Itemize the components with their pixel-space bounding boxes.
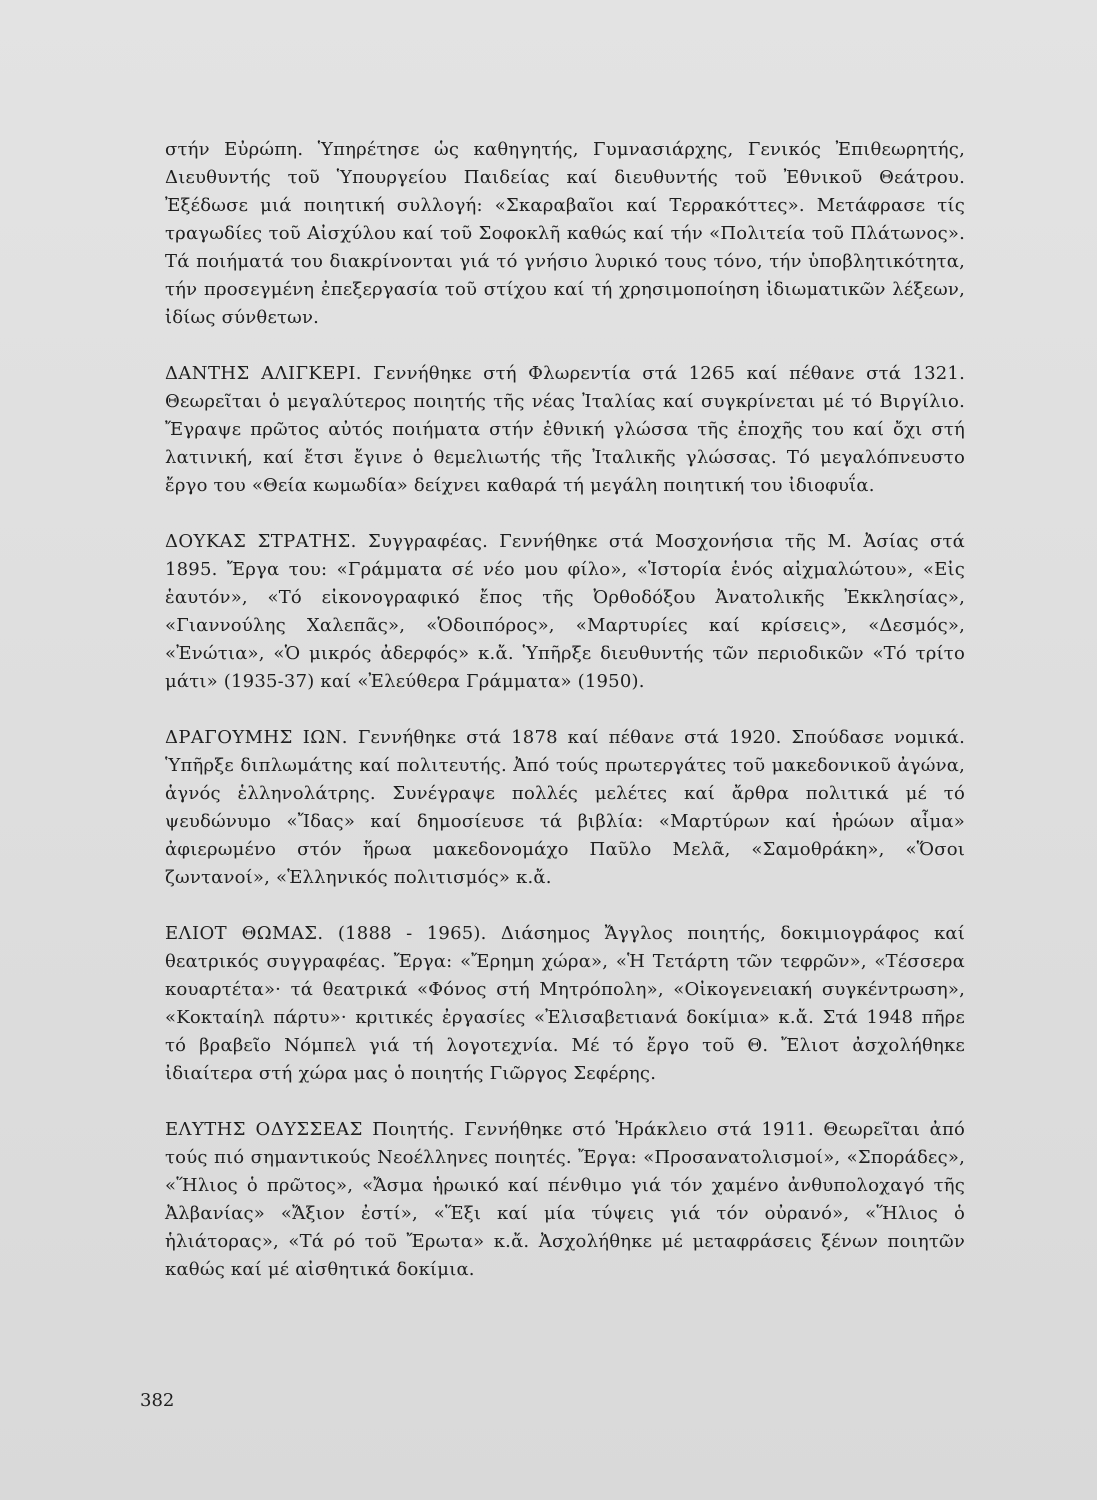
entry-name: ΔΡΑΓΟΥΜΗΣ ΙΩΝ. <box>165 727 348 748</box>
entry-paragraph <box>165 528 965 696</box>
page-body <box>165 118 965 1312</box>
entry-paragraph <box>165 360 965 500</box>
entry-paragraph <box>165 1116 965 1284</box>
entry-text: (1888 - 1965). Διάσημος Ἄγγλος ποιητής, δοκιμιογράφος καί θεατρικός συγγραφέας. Ἔργα: «Ἔρημη χώρα», «Ἡ Τετάρτη τῶν τεφρῶν», «Τέσσερα κουαρτέτα»· τά θεατρικά «Φόνος στή Μητρόπολη», «Οἰκογενειακή συγκέντρωση», «Κοκταίηλ πάρτυ»· κριτικές ἐργασίες «Ἐλισαβετιανά δοκίμια» κ.ἄ. Στά 1948 πῆρε τό βραβεῖο Νόμπελ γιά τή λογοτεχνία. Μέ τό ἔργο τοῦ Θ. Ἔλιοτ ἀσχολήθηκε ἰδιαίτερα στή χώρα μας ὁ ποιητής Γιῶργος Σεφέρης. <box>165 923 966 1084</box>
entry-elytis <box>165 1116 965 1284</box>
entry-text: Γεννήθηκε στά 1878 καί πέθανε στά 1920. Σπούδασε νομικά. Ὑπῆρξε διπλωμάτης καί πολιτευτής. Ἀπό τούς πρωτεργάτες τοῦ μακεδονικοῦ ἀγώνα, ἁγνός ἑλληνολάτρης. Συνέγραψε πολλές μελέτες καί ἄρθρα πολιτικά μέ τό ψευδώνυμο «Ἴδας» καί δημοσίευσε τά βιβλία: «Μαρτύρων καί ἡρώων αἷμα» ἀφιερωμένο στόν ἥρωα μακεδονομάχο Παῦλο Μελᾶ, «Σαμοθράκη», «Ὅσοι ζωντανοί», «Ἑλληνικός πολιτισμός» κ.ἄ. <box>165 727 966 888</box>
entry-name: ΕΛΥΤΗΣ ΟΔΥΣΣΕΑΣ <box>165 1119 363 1140</box>
entry-eliot <box>165 920 965 1088</box>
entry-doukas <box>165 528 965 696</box>
entry-name: ΔΑΝΤΗΣ ΑΛΙΓΚΕΡΙ. <box>165 363 362 384</box>
intro-paragraph: στήν Εὐρώπη. Ὑπηρέτησε ὡς καθηγητής, Γυμνασιάρχης, Γενικός Ἐπιθεωρητής, Διευθυντής τοῦ Ὑπουργείου Παιδείας καί διευθυντής τοῦ Ἐθνικοῦ Θεάτρου. Ἐξέδωσε μιά ποιητική συλλογή: «Σκαραβαῖοι καί Τερρακόττες». Μετάφρασε τίς τραγωδίες τοῦ Αἰσχύλου καί τοῦ Σοφοκλῆ καθώς καί τήν «Πολιτεία τοῦ Πλάτωνος». Τά ποιήματά του διακρίνονται γιά τό γνήσιο λυρικό τους τόνο, τήν ὑποβλητικότητα, τήν προσεγμένη ἐπεξεργασία τοῦ στίχου καί τή χρησιμοποίηση ἰδιωματικῶν λέξεων, ἰδίως σύνθετων. <box>165 139 965 328</box>
entry-paragraph <box>165 724 965 892</box>
entry-dragoumis <box>165 724 965 892</box>
entry-text: Συγγραφέας. Γεννήθηκε στά Μοσχονήσια τῆς Μ. Ἀσίας στά 1895. Ἔργα του: «Γράμματα σέ νέο μου φίλο», «Ἱστορία ἑνός αἰχμαλώτου», «Εἰς ἑαυτόν», «Τό εἰκονογραφικό ἔπος τῆς Ὀρθοδόξου Ἀνατολικῆς Ἐκκλησίας», «Γιαννούλης Χαλεπᾶς», «Ὁδοιπόρος», «Μαρτυρίες καί κρίσεις», «Δεσμός», «Ἐνώτια», «Ὁ μικρός ἀδερφός» κ.ἄ. Ὑπῆρξε διευθυντής τῶν περιοδικῶν «Τό τρίτο μάτι» (1935-37) καί «Ἐλεύθερα Γράμματα» (1950). <box>165 531 965 692</box>
entry-paragraph <box>165 920 965 1088</box>
entry-text: Ποιητής. Γεννήθηκε στό Ἡράκλειο στά 1911. Θεωρεῖται ἀπό τούς πιό σημαντικούς Νεοέλληνες ποιητές. Ἔργα: «Προσανατολισμοί», «Σποράδες», «Ἥλιος ὁ πρῶτος», «Ἄσμα ἡρωικό καί πένθιμο γιά τόν χαμένο ἀνθυπολοχαγό τῆς Ἀλβανίας» «Ἄξιον ἐστί», «Ἕξι καί μία τύψεις γιά τόν οὐρανό», «Ἥλιος ὁ ἡλιάτορας», «Τά ρό τοῦ Ἔρωτα» κ.ἄ. Ἀσχολήθηκε μέ μεταφράσεις ξένων ποιητῶν καθώς καί μέ αἰσθητικά δοκίμια. <box>165 1119 966 1280</box>
entry-name: ΔΟΥΚΑΣ ΣΤΡΑΤΗΣ. <box>165 531 357 552</box>
page-number: 382 <box>140 1390 175 1411</box>
entry-text: Γεννήθηκε στή Φλωρεντία στά 1265 καί πέθανε στά 1321. Θεωρεῖται ὁ μεγαλύτερος ποιητής τῆς νέας Ἰταλίας καί συγκρίνεται μέ τό Βιργίλιο. Ἔγραψε πρῶτος αὐτός ποιήματα στήν ἐθνική γλώσσα τῆς ἐποχῆς του καί ὄχι στή λατινική, καί ἔτσι ἔγινε ὁ θεμελιωτής τῆς Ἰταλικῆς γλώσσας. Τό μεγαλόπνευστο ἔργο του «Θεία κωμωδία» δείχνει καθαρά τή μεγάλη ποιητική του ἰδιοφυΐα. <box>165 363 965 496</box>
entry-dantis <box>165 360 965 500</box>
entry-name: ΕΛΙΟΤ ΘΩΜΑΣ. <box>165 923 324 944</box>
